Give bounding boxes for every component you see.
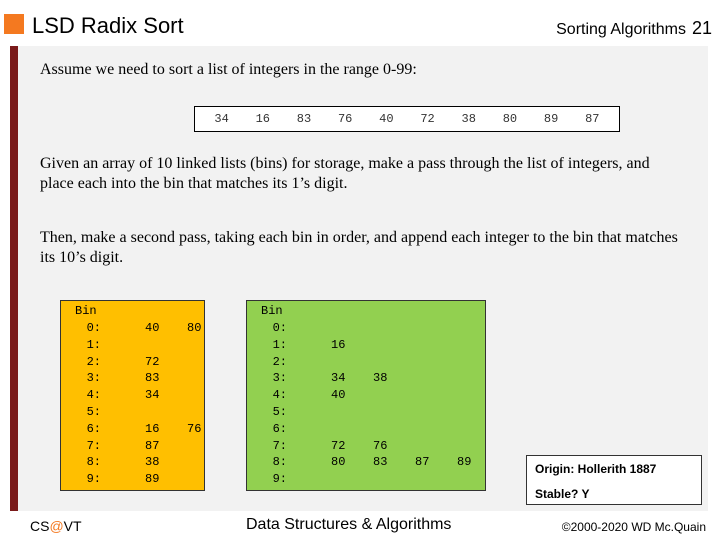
bin-label: 0: [272, 321, 287, 335]
input-number: 72 [420, 112, 435, 126]
bin-value: 34 [331, 371, 346, 386]
section-title: Sorting Algorithms [556, 21, 686, 38]
stable-text: Stable? Y [535, 487, 590, 501]
bin-value: 72 [331, 438, 346, 453]
bin-label: 5: [86, 405, 101, 419]
input-number: 89 [543, 112, 559, 126]
bin-value: 87 [145, 438, 160, 453]
bin-label: 4: [272, 388, 287, 403]
bin-value: 40 [331, 388, 346, 403]
bin-value: 87 [415, 455, 430, 470]
bin-label: 5: [272, 405, 287, 419]
bin-value: 16 [145, 421, 160, 436]
bin-value: 40 [145, 321, 160, 335]
bin-label: 8: [86, 455, 101, 470]
bin-value: 16 [331, 337, 346, 352]
bin-value: 83 [145, 371, 160, 386]
bins-pass1-table [60, 300, 205, 491]
bins-pass2-table [246, 300, 486, 491]
input-list-box [194, 106, 620, 132]
input-number: 76 [337, 112, 353, 126]
origin-text: Origin: Hollerith 1887 [535, 462, 657, 476]
input-number: 87 [585, 112, 600, 126]
bin-value: 89 [457, 455, 472, 470]
bin-label: 6: [86, 421, 101, 436]
info-note-box [526, 455, 702, 505]
input-number: 16 [255, 112, 270, 126]
bin-value: 89 [145, 472, 160, 487]
orange-square-logo [4, 14, 24, 34]
footer-course-suffix: VT [63, 518, 82, 534]
bin-label: 3: [86, 371, 101, 386]
bin-label: 2: [272, 354, 287, 369]
bin-label: 2: [86, 354, 101, 369]
left-accent-bar [10, 46, 18, 511]
footer-copyright: ©2000-2020 WD Mc.Quain [561, 520, 706, 534]
pass2-description: Then, make a second pass, taking each bin in order, and append each integer to the bin that matches its 10’s digit. [40, 229, 678, 266]
input-number: 38 [461, 112, 476, 126]
bin-label: 8: [272, 455, 287, 470]
bin-value: 80 [331, 455, 346, 470]
slide-title: LSD Radix Sort [32, 13, 184, 38]
bin-label: 3: [272, 371, 287, 386]
bin-label: 4: [86, 388, 101, 403]
input-number: 83 [296, 112, 312, 126]
bin-label: 7: [272, 438, 287, 453]
bin-value: 80 [187, 321, 202, 335]
footer-title: Data Structures & Algorithms [246, 516, 452, 533]
footer-course [30, 518, 82, 534]
bin-value: 83 [373, 455, 388, 470]
input-number: 34 [214, 112, 229, 126]
input-number: 40 [379, 112, 394, 126]
bin-value: 72 [145, 354, 160, 369]
footer-at-sign: @ [49, 518, 64, 534]
bin-value: 34 [145, 388, 160, 403]
bin-header: Bin [261, 304, 283, 318]
bin-label: 6: [272, 421, 287, 436]
bin-value: 38 [145, 455, 160, 470]
input-number: 80 [502, 112, 518, 126]
pass1-description: Given an array of 10 linked lists (bins) for storage, make a pass through the list of integers, and place each into the bin that matches its 1’s digit. [40, 155, 650, 192]
section-header [556, 18, 712, 39]
bin-label: 9: [86, 472, 101, 487]
bin-label: 1: [86, 337, 101, 352]
bin-header: Bin [75, 304, 97, 318]
bin-label: 9: [272, 472, 287, 487]
bin-value: 76 [373, 438, 388, 453]
bin-label: 0: [86, 321, 101, 335]
slide-content [18, 46, 708, 511]
slide-number: 21 [691, 18, 712, 38]
bin-label: 7: [86, 438, 101, 453]
intro-text: Assume we need to sort a list of integers in the range 0-99: [40, 61, 417, 78]
bin-label: 1: [272, 337, 287, 352]
bin-value: 76 [187, 421, 202, 436]
bin-value: 38 [373, 371, 388, 386]
footer-course-prefix: CS [30, 518, 50, 534]
